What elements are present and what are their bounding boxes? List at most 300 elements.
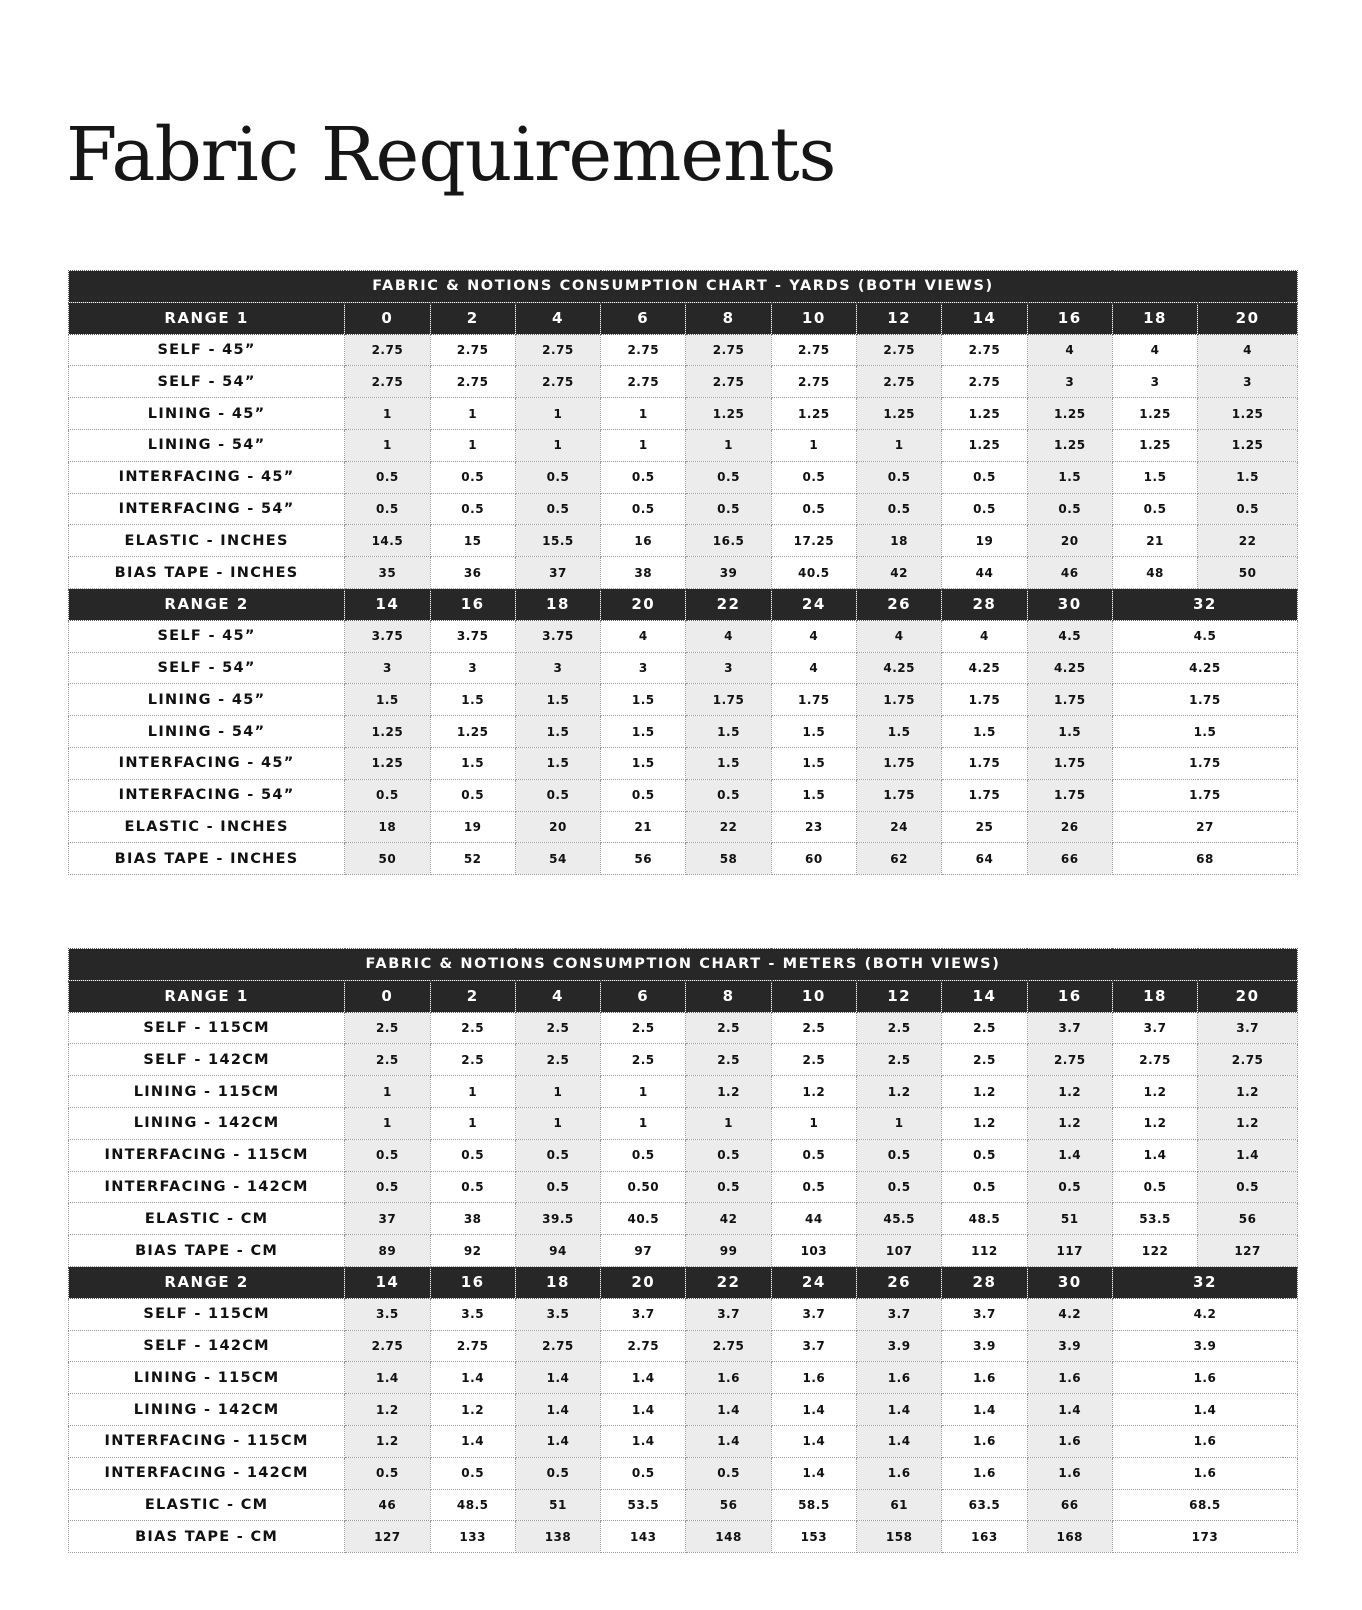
value-cell: 127 [1198,1235,1298,1267]
value-cell: 2.75 [686,334,771,366]
row-label: LINING - 45” [69,398,345,430]
row-label: SELF - 54” [69,366,345,398]
value-cell: 1.75 [857,684,942,716]
value-cell: 0.5 [1027,1171,1112,1203]
value-cell: 4.5 [1027,620,1112,652]
table-row [69,1489,1298,1521]
value-cell: 19 [430,811,515,843]
value-cell: 0.5 [771,493,856,525]
value-cell: 15.5 [515,525,600,557]
value-cell: 0.5 [857,1139,942,1171]
value-cell: 1.4 [601,1394,686,1426]
row-label: ELASTIC - CM [69,1203,345,1235]
size-header: 18 [1112,302,1197,334]
table-row [69,1171,1298,1203]
size-header: 24 [771,588,856,620]
value-cell: 1.4 [1198,1139,1298,1171]
value-cell: 1.4 [1027,1394,1112,1426]
size-header: 18 [515,588,600,620]
value-cell: 2.75 [601,334,686,366]
table-row [69,398,1298,430]
value-cell: 1.75 [942,747,1027,779]
value-cell: 1.2 [345,1394,430,1426]
value-cell: 61 [857,1489,942,1521]
row-label: ELASTIC - CM [69,1489,345,1521]
row-label: INTERFACING - 54” [69,493,345,525]
value-cell: 40.5 [771,557,856,589]
value-cell: 3.9 [857,1330,942,1362]
value-cell: 1.25 [430,716,515,748]
value-cell: 2.5 [771,1012,856,1044]
value-cell: 2.5 [601,1044,686,1076]
row-label: INTERFACING - 142CM [69,1457,345,1489]
value-cell: 3.7 [771,1330,856,1362]
size-header: 22 [686,1266,771,1298]
value-cell: 2.5 [430,1012,515,1044]
value-cell: 1.5 [601,716,686,748]
value-cell: 0.5 [515,1171,600,1203]
value-cell: 143 [601,1521,686,1553]
size-header: 28 [942,1266,1027,1298]
value-cell: 127 [345,1521,430,1553]
value-cell: 42 [686,1203,771,1235]
value-cell: 2.75 [430,334,515,366]
value-cell: 1.5 [430,747,515,779]
value-cell: 4 [942,620,1027,652]
value-cell: 4.25 [857,652,942,684]
value-cell: 3.9 [942,1330,1027,1362]
row-label: BIAS TAPE - INCHES [69,843,345,875]
value-cell: 1.5 [345,684,430,716]
value-cell: 2.75 [857,366,942,398]
value-cell: 1.5 [686,747,771,779]
value-cell: 36 [430,557,515,589]
value-cell: 0.5 [686,1457,771,1489]
row-label: INTERFACING - 45” [69,747,345,779]
value-cell: 58.5 [771,1489,856,1521]
value-cell: 2.75 [942,366,1027,398]
value-cell: 3 [1112,366,1197,398]
value-cell: 4 [1027,334,1112,366]
value-cell: 0.5 [345,461,430,493]
value-cell: 46 [1027,557,1112,589]
value-cell: 0.5 [430,779,515,811]
value-cell: 2.75 [345,334,430,366]
value-cell: 0.5 [857,461,942,493]
value-cell: 0.5 [345,1171,430,1203]
value-cell: 52 [430,843,515,875]
size-header: 12 [857,302,942,334]
row-label: LINING - 54” [69,716,345,748]
value-cell: 0.5 [345,493,430,525]
value-cell: 1.6 [1112,1425,1297,1457]
value-cell: 3.7 [771,1298,856,1330]
value-cell: 1.2 [771,1076,856,1108]
value-cell: 1.75 [1112,747,1297,779]
row-label: BIAS TAPE - CM [69,1235,345,1267]
value-cell: 2.75 [430,366,515,398]
value-cell: 1.75 [1112,684,1297,716]
value-cell: 68.5 [1112,1489,1297,1521]
value-cell: 2.5 [601,1012,686,1044]
value-cell: 26 [1027,811,1112,843]
value-cell: 58 [686,843,771,875]
row-label: SELF - 142CM [69,1330,345,1362]
row-label: SELF - 142CM [69,1044,345,1076]
value-cell: 1.25 [942,398,1027,430]
value-cell: 1.25 [1198,429,1298,461]
value-cell: 1.25 [345,716,430,748]
value-cell: 2.75 [1198,1044,1298,1076]
value-cell: 56 [601,843,686,875]
table-row [69,334,1298,366]
value-cell: 3.7 [1027,1012,1112,1044]
size-header: 0 [345,302,430,334]
value-cell: 148 [686,1521,771,1553]
value-cell: 22 [1198,525,1298,557]
value-cell: 1 [430,398,515,430]
row-label: INTERFACING - 45” [69,461,345,493]
chart-title-row [69,949,1298,981]
value-cell: 3.75 [430,620,515,652]
value-cell: 4 [686,620,771,652]
value-cell: 3 [345,652,430,684]
value-cell: 3.7 [601,1298,686,1330]
value-cell: 19 [942,525,1027,557]
size-header: 8 [686,980,771,1012]
value-cell: 3.7 [942,1298,1027,1330]
value-cell: 3.5 [430,1298,515,1330]
value-cell: 1.4 [771,1425,856,1457]
value-cell: 122 [1112,1235,1197,1267]
value-cell: 1.25 [771,398,856,430]
value-cell: 3 [1027,366,1112,398]
value-cell: 1.4 [430,1362,515,1394]
value-cell: 15 [430,525,515,557]
value-cell: 4 [771,652,856,684]
row-label: INTERFACING - 142CM [69,1171,345,1203]
row-label: ELASTIC - INCHES [69,525,345,557]
value-cell: 163 [942,1521,1027,1553]
value-cell: 1.6 [1112,1457,1297,1489]
value-cell: 1 [345,398,430,430]
value-cell: 1.4 [771,1457,856,1489]
value-cell: 1 [686,429,771,461]
value-cell: 1.2 [345,1425,430,1457]
value-cell: 0.5 [686,779,771,811]
row-label: LINING - 45” [69,684,345,716]
value-cell: 2.5 [942,1012,1027,1044]
value-cell: 0.5 [686,1171,771,1203]
size-header: 26 [857,1266,942,1298]
value-cell: 27 [1112,811,1297,843]
value-cell: 0.5 [942,461,1027,493]
value-cell: 2.5 [942,1044,1027,1076]
size-header: 4 [515,302,600,334]
value-cell: 1.4 [942,1394,1027,1426]
table-row [69,1298,1298,1330]
value-cell: 1.6 [771,1362,856,1394]
value-cell: 2.5 [430,1044,515,1076]
value-cell: 1.4 [345,1362,430,1394]
row-label: INTERFACING - 115CM [69,1425,345,1457]
value-cell: 1.75 [1027,779,1112,811]
value-cell: 1 [430,1076,515,1108]
table-row [69,684,1298,716]
value-cell: 2.75 [601,366,686,398]
value-cell: 1 [601,429,686,461]
value-cell: 2.75 [515,1330,600,1362]
value-cell: 35 [345,557,430,589]
value-cell: 0.5 [430,1171,515,1203]
table-row [69,843,1298,875]
row-label: INTERFACING - 54” [69,779,345,811]
value-cell: 1.5 [942,716,1027,748]
value-cell: 1.2 [430,1394,515,1426]
value-cell: 0.5 [1198,1171,1298,1203]
value-cell: 107 [857,1235,942,1267]
value-cell: 1.75 [1027,747,1112,779]
value-cell: 3.75 [345,620,430,652]
value-cell: 168 [1027,1521,1112,1553]
page-title: Fabric Requirements [66,112,836,198]
value-cell: 112 [942,1235,1027,1267]
value-cell: 1.4 [515,1394,600,1426]
value-cell: 38 [430,1203,515,1235]
value-cell: 1.6 [857,1457,942,1489]
value-cell: 1.4 [601,1362,686,1394]
value-cell: 138 [515,1521,600,1553]
value-cell: 0.5 [1112,1171,1197,1203]
value-cell: 2.75 [1112,1044,1197,1076]
range-label: RANGE 1 [69,302,345,334]
value-cell: 1.75 [857,747,942,779]
value-cell: 53.5 [601,1489,686,1521]
value-cell: 0.5 [601,779,686,811]
value-cell: 1 [857,1107,942,1139]
value-cell: 0.5 [345,1457,430,1489]
value-cell: 1.5 [601,684,686,716]
value-cell: 1.75 [942,779,1027,811]
value-cell: 2.75 [1027,1044,1112,1076]
value-cell: 1.4 [601,1425,686,1457]
value-cell: 21 [1112,525,1197,557]
row-label: LINING - 115CM [69,1076,345,1108]
value-cell: 2.5 [857,1012,942,1044]
size-header: 18 [515,1266,600,1298]
value-cell: 24 [857,811,942,843]
value-cell: 1.25 [942,429,1027,461]
row-label: BIAS TAPE - INCHES [69,557,345,589]
value-cell: 4 [1198,334,1298,366]
value-cell: 1.5 [1198,461,1298,493]
value-cell: 117 [1027,1235,1112,1267]
value-cell: 20 [1027,525,1112,557]
value-cell: 1.2 [1198,1107,1298,1139]
value-cell: 0.5 [686,493,771,525]
value-cell: 92 [430,1235,515,1267]
table-row [69,1012,1298,1044]
value-cell: 4.5 [1112,620,1297,652]
value-cell: 3 [686,652,771,684]
table-row [69,1139,1298,1171]
value-cell: 1.4 [430,1425,515,1457]
size-header: 18 [1112,980,1197,1012]
value-cell: 1.4 [515,1425,600,1457]
value-cell: 44 [771,1203,856,1235]
value-cell: 2.75 [601,1330,686,1362]
value-cell: 42 [857,557,942,589]
size-header: 32 [1112,588,1297,620]
value-cell: 99 [686,1235,771,1267]
value-cell: 1.5 [771,747,856,779]
value-cell: 1.4 [857,1394,942,1426]
meters-consumption-chart [68,948,1298,1553]
value-cell: 4.2 [1027,1298,1112,1330]
table-row [69,1330,1298,1362]
value-cell: 1.25 [686,398,771,430]
value-cell: 0.5 [857,493,942,525]
value-cell: 1.25 [1027,429,1112,461]
table-row [69,1394,1298,1426]
size-header: 20 [601,1266,686,1298]
value-cell: 1.4 [515,1362,600,1394]
range-label: RANGE 2 [69,1266,345,1298]
value-cell: 50 [345,843,430,875]
value-cell: 3.7 [857,1298,942,1330]
value-cell: 51 [1027,1203,1112,1235]
value-cell: 1.5 [601,747,686,779]
value-cell: 4.2 [1112,1298,1297,1330]
value-cell: 1 [345,1107,430,1139]
value-cell: 0.50 [601,1171,686,1203]
value-cell: 173 [1112,1521,1297,1553]
range-label: RANGE 1 [69,980,345,1012]
value-cell: 0.5 [345,1139,430,1171]
value-cell: 4 [857,620,942,652]
value-cell: 14.5 [345,525,430,557]
size-header: 10 [771,302,856,334]
value-cell: 1.4 [686,1394,771,1426]
value-cell: 40.5 [601,1203,686,1235]
value-cell: 62 [857,843,942,875]
table-row [69,779,1298,811]
value-cell: 1.4 [686,1425,771,1457]
value-cell: 16.5 [686,525,771,557]
value-cell: 0.5 [1112,493,1197,525]
value-cell: 3 [1198,366,1298,398]
value-cell: 66 [1027,843,1112,875]
value-cell: 97 [601,1235,686,1267]
value-cell: 1.5 [1112,716,1297,748]
value-cell: 1.2 [1027,1107,1112,1139]
value-cell: 3.7 [686,1298,771,1330]
size-header: 16 [1027,980,1112,1012]
value-cell: 37 [345,1203,430,1235]
value-cell: 1.6 [1027,1425,1112,1457]
value-cell: 2.75 [686,366,771,398]
value-cell: 37 [515,557,600,589]
value-cell: 1.4 [857,1425,942,1457]
value-cell: 23 [771,811,856,843]
value-cell: 4 [771,620,856,652]
value-cell: 48.5 [942,1203,1027,1235]
value-cell: 1.6 [1112,1362,1297,1394]
table-row [69,429,1298,461]
value-cell: 51 [515,1489,600,1521]
size-header: 14 [942,980,1027,1012]
range-header-row [69,980,1298,1012]
value-cell: 16 [601,525,686,557]
value-cell: 1.4 [1112,1394,1297,1426]
table-row [69,366,1298,398]
value-cell: 3.7 [1112,1012,1197,1044]
value-cell: 0.5 [515,493,600,525]
value-cell: 1.2 [1112,1076,1197,1108]
size-header: 16 [430,588,515,620]
size-header: 4 [515,980,600,1012]
size-header: 16 [1027,302,1112,334]
size-header: 8 [686,302,771,334]
value-cell: 0.5 [942,1139,1027,1171]
size-header: 32 [1112,1266,1297,1298]
value-cell: 1.25 [345,747,430,779]
value-cell: 1.25 [857,398,942,430]
value-cell: 0.5 [1198,493,1298,525]
value-cell: 133 [430,1521,515,1553]
chart-title: FABRIC & NOTIONS CONSUMPTION CHART - METERS (BOTH VIEWS) [69,949,1298,981]
value-cell: 4 [1112,334,1197,366]
value-cell: 1.25 [1112,398,1197,430]
value-cell: 1.75 [686,684,771,716]
value-cell: 1.5 [515,716,600,748]
size-header: 0 [345,980,430,1012]
value-cell: 0.5 [430,461,515,493]
size-header: 20 [601,588,686,620]
size-header: 14 [345,1266,430,1298]
value-cell: 1 [345,429,430,461]
value-cell: 1.5 [1027,716,1112,748]
value-cell: 1.5 [857,716,942,748]
value-cell: 2.5 [515,1044,600,1076]
table-row [69,811,1298,843]
value-cell: 1.4 [1112,1139,1197,1171]
value-cell: 0.5 [686,1139,771,1171]
value-cell: 1.75 [771,684,856,716]
size-header: 2 [430,302,515,334]
value-cell: 2.5 [345,1012,430,1044]
value-cell: 1 [771,1107,856,1139]
value-cell: 1 [345,1076,430,1108]
table-row [69,1203,1298,1235]
value-cell: 1 [601,1107,686,1139]
value-cell: 1.2 [942,1107,1027,1139]
value-cell: 158 [857,1521,942,1553]
size-header: 16 [430,1266,515,1298]
value-cell: 53.5 [1112,1203,1197,1235]
value-cell: 63.5 [942,1489,1027,1521]
size-header: 2 [430,980,515,1012]
value-cell: 54 [515,843,600,875]
value-cell: 56 [1198,1203,1298,1235]
value-cell: 3 [601,652,686,684]
table-row [69,1425,1298,1457]
table-row [69,493,1298,525]
value-cell: 0.5 [771,1171,856,1203]
value-cell: 0.5 [771,461,856,493]
range-header-row [69,588,1298,620]
row-label: SELF - 45” [69,620,345,652]
